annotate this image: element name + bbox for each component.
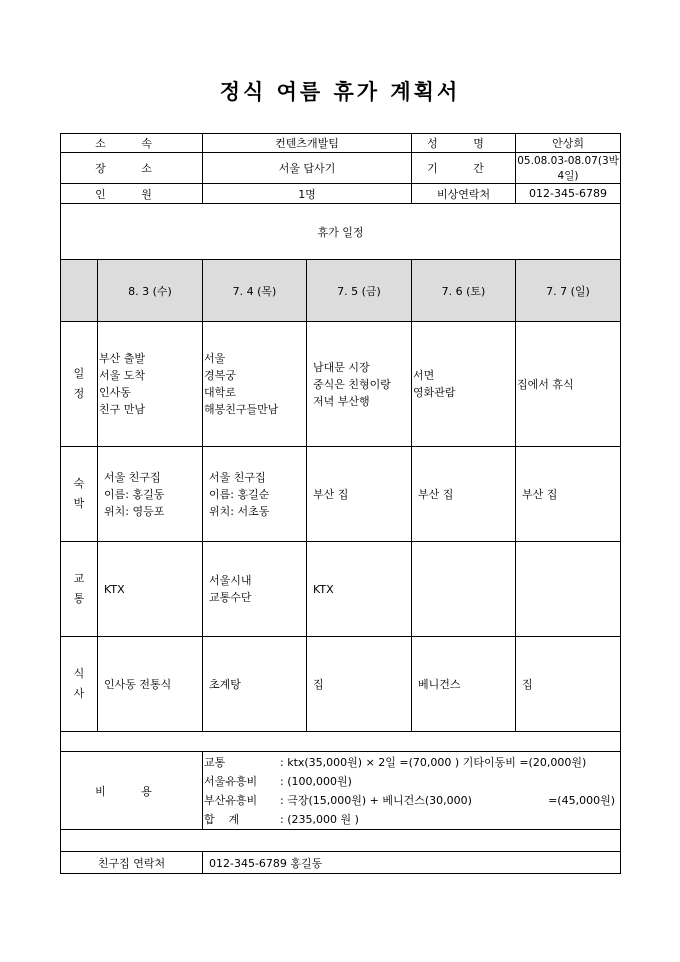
itinerary-cell: 서면 영화관람 [412,322,516,447]
lodging-label: 숙 박 [61,447,98,542]
transport-cell [516,542,621,637]
lodging-cell: 서울 친구집 이름: 홍길동 위치: 영등포 [98,447,203,542]
lodging-cell: 부산 집 [412,447,516,542]
transport-label: 교 통 [61,542,98,637]
contact-value: 012-345-6789 [516,184,621,204]
dept-value: 컨텐츠개발팀 [203,134,412,153]
cost-details [203,752,621,830]
dept-label: 소 속 [61,134,203,153]
lodging-cell: 서울 친구집 이름: 홍길순 위치: 서초동 [203,447,307,542]
meals-cell: 인사동 전통식 [98,637,203,732]
place-value: 서울 답사기 [203,153,412,184]
day-header: 7. 4 (목) [203,260,307,322]
meals-cell: 집 [307,637,412,732]
transport-cell: KTX [98,542,203,637]
cost-item: 서울유흥비 : (100,000원) [204,774,352,788]
period-value: 05.08.03-08.07(3박4일) [516,153,621,184]
meals-cell: 집 [516,637,621,732]
spacer-row [61,830,621,852]
transport-row [61,542,621,637]
friend-contact-value: 012-345-6789 홍길동 [203,852,621,874]
name-value: 안상희 [516,134,621,153]
transport-cell: KTX [307,542,412,637]
people-value: 1명 [203,184,412,204]
itinerary-row [61,322,621,447]
friend-contact-row [61,852,621,874]
meals-label: 식 사 [61,637,98,732]
day-header-blank [61,260,98,322]
cost-item: 합 계 : (235,000 원 ) [204,812,359,826]
day-header: 7. 6 (토) [412,260,516,322]
meals-row [61,637,621,732]
lodging-cell: 부산 집 [307,447,412,542]
transport-cell [412,542,516,637]
spacer-row [61,732,621,752]
day-header: 8. 3 (수) [98,260,203,322]
contact-label: 비상연락처 [412,184,516,204]
lodging-row [61,447,621,542]
day-header: 7. 7 (일) [516,260,621,322]
cost-row [61,752,621,830]
meals-cell: 베니건스 [412,637,516,732]
cost-item: 교통 : ktx(35,000원) × 2일 =(70,000 ) 기타이동비 =(20,000원) [204,755,587,769]
itinerary-label: 일 정 [61,322,98,447]
schedule-title: 휴가 일정 [61,204,621,260]
document-title: 정식 여름 휴가 계획서 [219,79,461,104]
period-label: 기 간 [412,153,516,184]
day-header: 7. 5 (금) [307,260,412,322]
meals-cell: 초계탕 [203,637,307,732]
people-label: 인 원 [61,184,203,204]
itinerary-cell: 부산 출발 서울 도착 인사동 친구 만남 [98,322,203,447]
vacation-plan-table [60,133,621,874]
itinerary-cell: 서울 경복궁 대학로 해봉친구들만남 [203,322,307,447]
cost-item: 부산유흥비 : 극장(15,000원) + 베니건스(30,000) =(45,000원) [204,793,616,807]
cost-label: 비 용 [61,752,203,830]
name-label: 성 명 [412,134,516,153]
friend-contact-label: 친구집 연락처 [61,852,203,874]
lodging-cell: 부산 집 [516,447,621,542]
itinerary-cell: 집에서 휴식 [516,322,621,447]
place-label: 장 소 [61,153,203,184]
transport-cell: 서울시내 교통수단 [203,542,307,637]
itinerary-cell: 남대문 시장 중식은 친형이랑 저녁 부산행 [307,322,412,447]
